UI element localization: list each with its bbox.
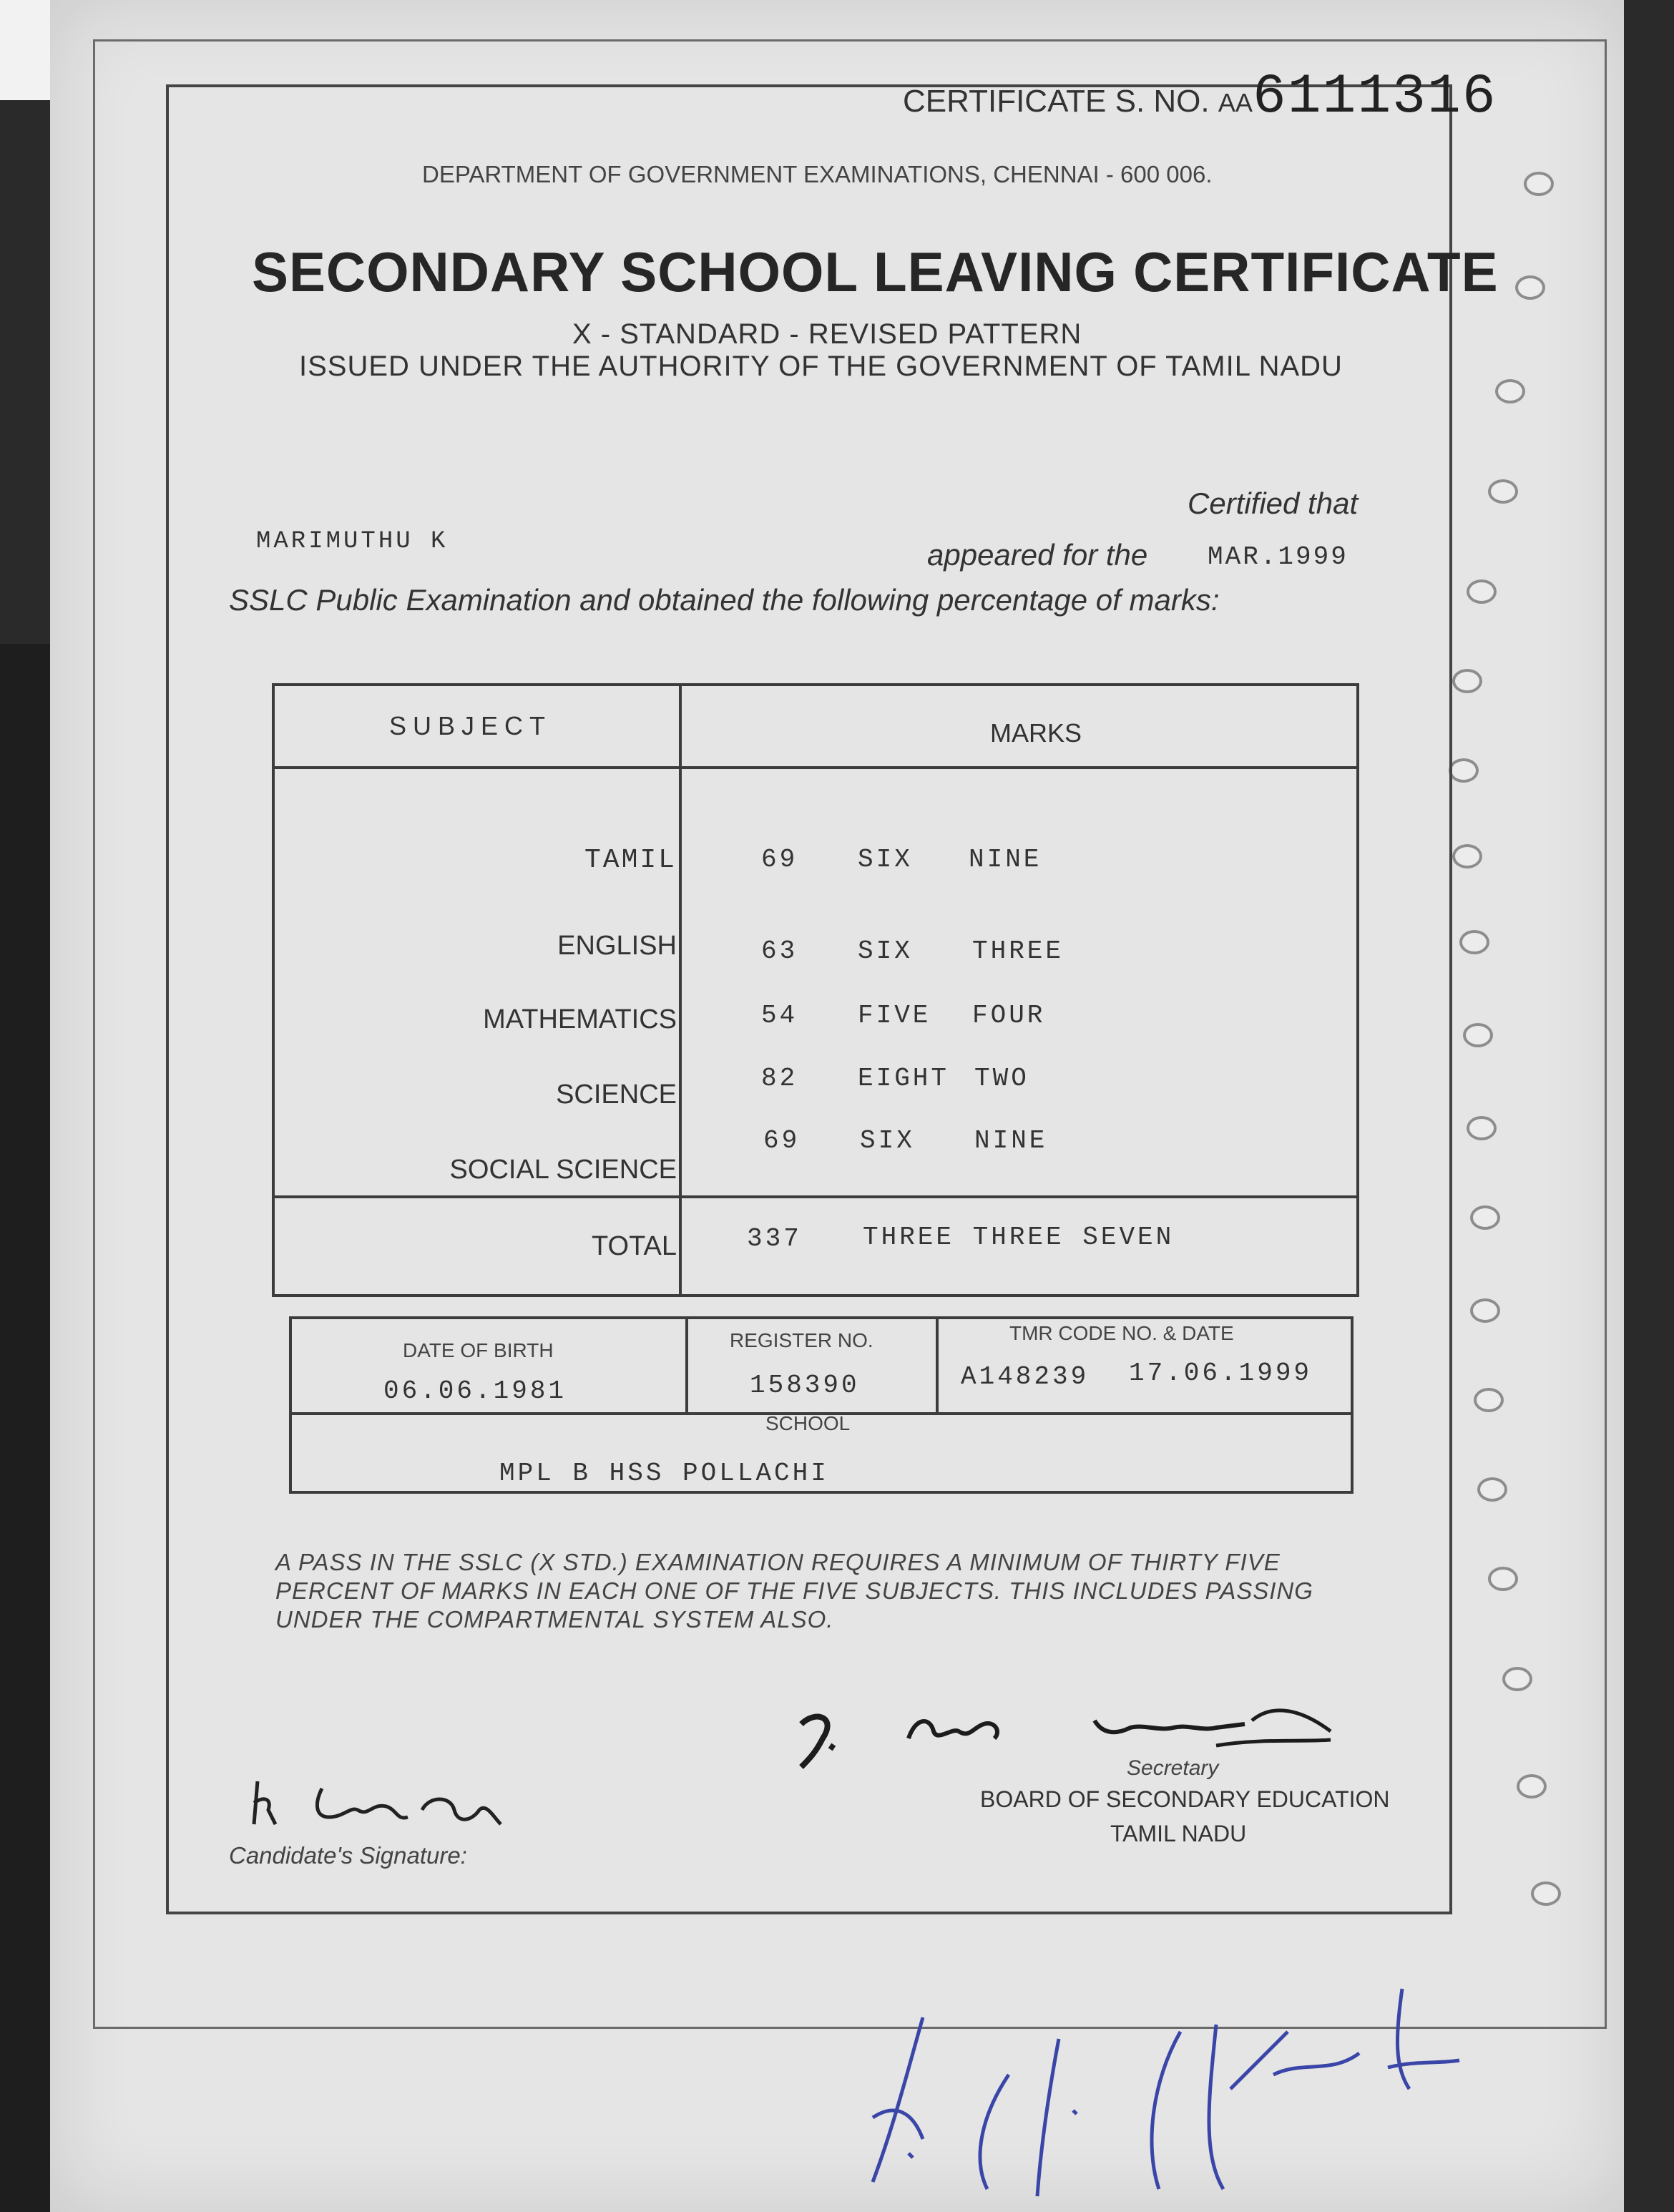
dob-label: DATE OF BIRTH (403, 1339, 554, 1361)
board-line-2: TAMIL NADU (1110, 1821, 1247, 1846)
subject-marks: 54 (761, 1001, 798, 1030)
exam-session: MAR.1999 (1208, 542, 1348, 572)
subject-marks: 63 (761, 936, 798, 966)
marks-table (272, 683, 1359, 1297)
serial-label: CERTIFICATE S. NO. (903, 84, 1210, 119)
serial-number-line (903, 66, 1497, 129)
serial-prefix: AA (1218, 88, 1253, 117)
school-label: SCHOOL (765, 1412, 851, 1434)
school-value: MPL B HSS POLLACHI (499, 1459, 829, 1488)
total-label: TOTAL (592, 1231, 677, 1261)
serial-number: 6111316 (1252, 66, 1497, 129)
department-line: DEPARTMENT OF GOVERNMENT EXAMINATIONS, CHENNAI - 600 006. (422, 161, 1213, 187)
tmr-date: 17.06.1999 (1129, 1359, 1313, 1388)
note-line-2: PERCENT OF MARKS IN EACH ONE OF THE FIVE SUBJECTS. THIS INCLUDES PASSING (275, 1577, 1313, 1604)
statement-line: SSLC Public Examination and obtained the following percentage of marks: (229, 583, 1220, 617)
marks-word-1: SIX (860, 1126, 915, 1155)
marks-word-2: FOUR (972, 1001, 1046, 1030)
authority-line: ISSUED UNDER THE AUTHORITY OF THE GOVERNMENT OF TAMIL NADU (299, 351, 1343, 382)
candidate-signature (243, 1767, 529, 1846)
certified-that: Certified that (1188, 486, 1359, 520)
header-marks: MARKS (990, 718, 1082, 748)
appeared-for-text: appeared for the (927, 538, 1148, 572)
candidate-name: MARIMUTHU K (256, 528, 449, 555)
secretary-label: Secretary (1127, 1756, 1219, 1780)
header-subject: SUBJECT (389, 711, 552, 740)
subject-marks: 69 (763, 1126, 801, 1155)
tmr-label: TMR CODE NO. & DATE (1009, 1322, 1234, 1344)
subject-marks: 82 (761, 1064, 798, 1093)
note-line-1: A PASS IN THE SSLC (X STD.) EXAMINATION REQUIRES A MINIMUM OF THIRTY FIVE (275, 1549, 1281, 1575)
subject-name: MATHEMATICS (483, 1004, 677, 1034)
total-words: THREE THREE SEVEN (863, 1223, 1175, 1252)
marks-word-1: SIX (858, 936, 913, 966)
marks-word-2: TWO (974, 1064, 1029, 1093)
subject-name: TAMIL (584, 845, 677, 876)
total-marks: 337 (747, 1224, 802, 1253)
subject-name: SOCIAL SCIENCE (449, 1155, 677, 1185)
subject-marks: 69 (761, 845, 798, 874)
register-value: 158390 (750, 1371, 860, 1400)
marks-word-1: SIX (858, 845, 913, 874)
note-line-3: UNDER THE COMPARTMENTAL SYSTEM ALSO. (275, 1606, 834, 1633)
marks-word-1: EIGHT (858, 1064, 950, 1093)
blue-ink-signature (844, 1974, 1488, 2203)
register-label: REGISTER NO. (730, 1329, 873, 1351)
certificate-subtitle: X - STANDARD - REVISED PATTERN (572, 318, 1082, 350)
board-line-1: BOARD OF SECONDARY EDUCATION (980, 1786, 1390, 1812)
subject-name: ENGLISH (557, 931, 677, 961)
dob-value: 06.06.1981 (383, 1376, 567, 1406)
secretary-signature (787, 1688, 1359, 1774)
tmr-code: A148239 (961, 1362, 1090, 1391)
candidate-signature-label: Candidate's Signature: (229, 1842, 467, 1869)
marks-word-1: FIVE (858, 1001, 931, 1030)
certificate-title: SECONDARY SCHOOL LEAVING CERTIFICATE (252, 240, 1499, 303)
marks-word-2: NINE (974, 1126, 1048, 1155)
subject-name: SCIENCE (556, 1080, 677, 1110)
info-table (289, 1316, 1354, 1494)
marks-word-2: NINE (969, 845, 1042, 874)
marks-word-2: THREE (972, 936, 1064, 966)
